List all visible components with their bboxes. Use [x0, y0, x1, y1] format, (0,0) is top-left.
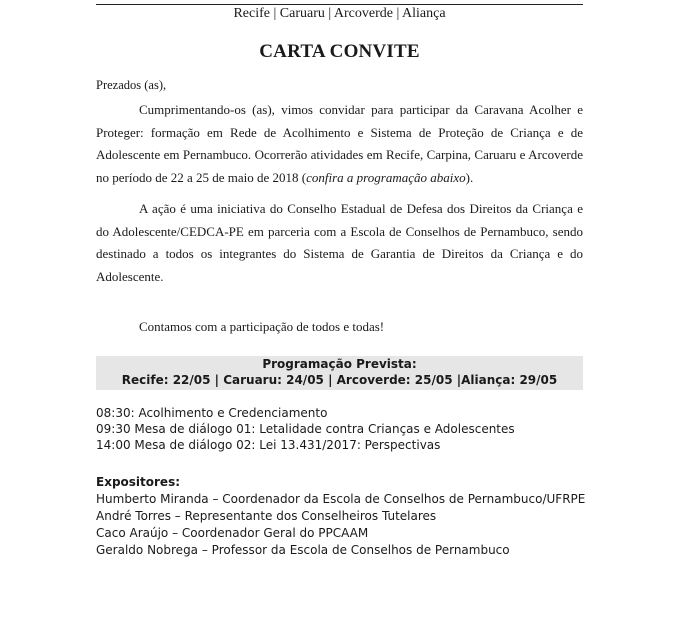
expositor-item: Caco Araújo – Coordenador Geral do PPCAAM — [96, 526, 369, 540]
expositores-section — [96, 474, 585, 559]
expositor-item: Humberto Miranda – Coordenador da Escola de Conselhos de Pernambuco/UFRPE — [96, 492, 586, 506]
letter-title: CARTA CONVITE — [259, 41, 420, 62]
paragraph-invitation — [96, 99, 583, 189]
programacao-title: Programação Prevista: — [262, 357, 417, 371]
closing-line: Contamos com a participação de todos e todas! — [139, 319, 385, 334]
paragraph-initiative: A ação é uma iniciativa do Conselho Estadual de Defesa dos Direitos da Criança e do Adolescente/CEDCA-PE em parceria com a Escola de Conselhos de Pernambuco, sendo destinado a todos os integrantes do Sistema de Garantia de Direitos da Criança e do Adolescente. — [96, 201, 583, 284]
schedule-item: 08:30: Acolhimento e Credenciamento — [96, 406, 328, 420]
paragraph-invitation-end: ). — [465, 169, 474, 185]
programacao-dates: Recife: 22/05 | Caruaru: 24/05 | Arcoverde: 25/05 |Aliança: 29/05 — [121, 373, 558, 387]
schedule-item: 09:30 Mesa de diálogo 01: Letalidade contra Crianças e Adolescentes — [96, 422, 515, 436]
expositor-item: Geraldo Nobrega – Professor da Escola de Conselhos de Pernambuco — [96, 543, 510, 557]
expositor-item: André Torres – Representante dos Conselheiros Tutelares — [96, 509, 437, 523]
paragraph-invitation-emphasis: confira a programação abaixo — [306, 169, 466, 185]
schedule-item: 14:00 Mesa de diálogo 02: Lei 13.431/2017: Perspectivas — [96, 438, 441, 452]
paragraph-invitation-text: Cumprimentando-os (as), vimos convidar para participar da Caravana Acolher e Proteger: formação em Rede de Acolhimento e Sistema de Proteção de Criança e de Adolescente em Pernambuco. Ocorrerão atividades em Recife, Carpina, Caruaru e Arcoverde no período de 22 a 25 de maio de 2018 ( — [96, 102, 583, 185]
schedule-list — [96, 405, 515, 453]
expositores-heading: Expositores: — [96, 475, 181, 489]
header-cities: Recife | Caruaru | Arcoverde | Aliança — [233, 6, 446, 21]
salutation: Prezados (as), — [96, 78, 167, 92]
